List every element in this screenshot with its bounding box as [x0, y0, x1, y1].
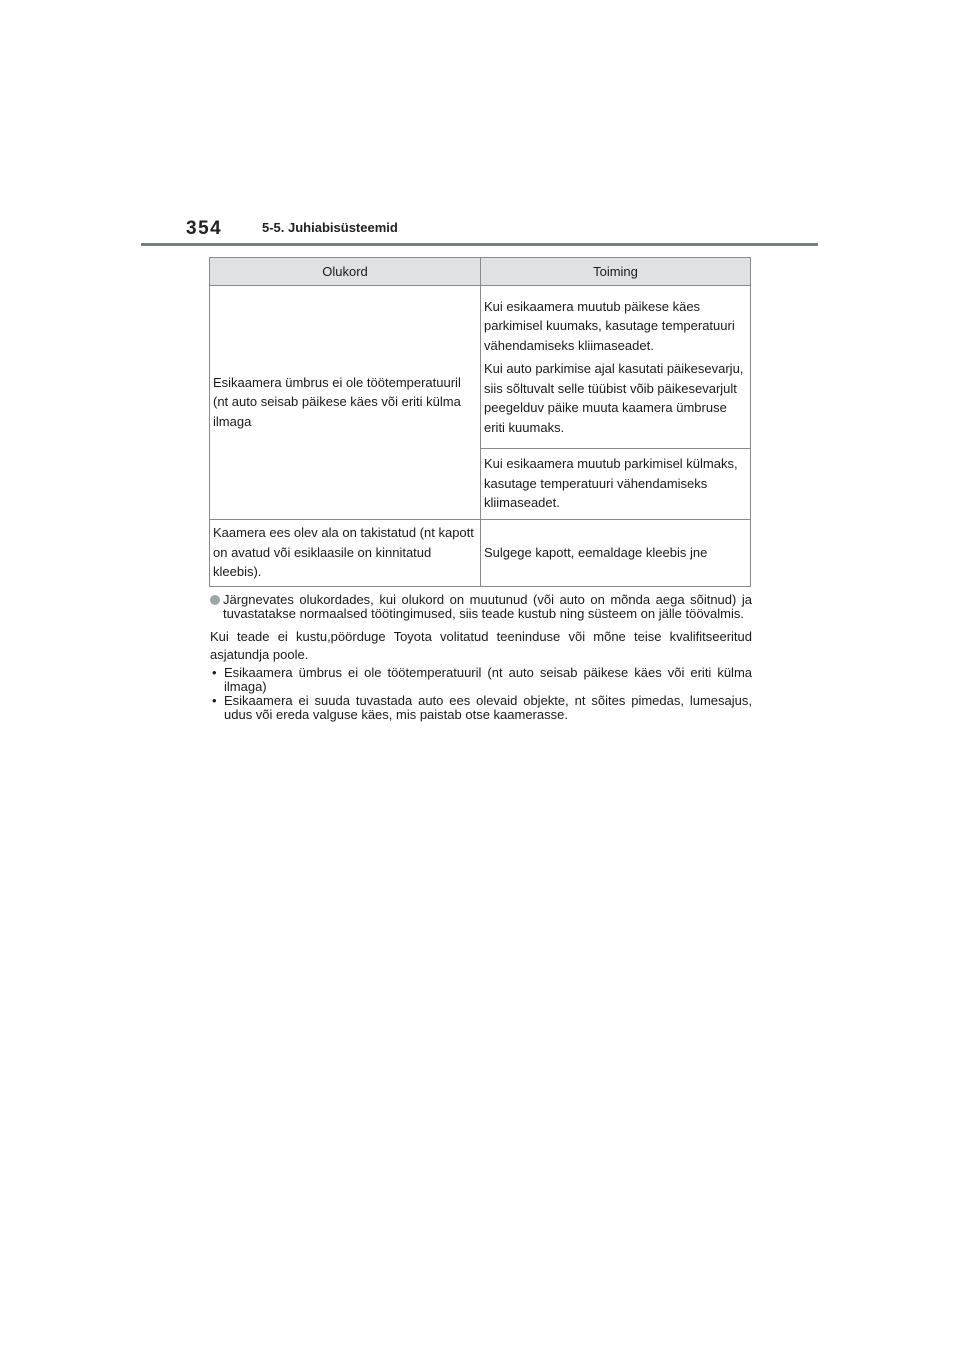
column-header-situation: Olukord [210, 258, 481, 286]
situation-cell: Kaamera ees olev ala on takistatud (nt kapott on avatud või esiklaasile on kinnitatud kleebis). [210, 520, 481, 587]
list-item-text: Esikaamera ümbrus ei ole töötemperatuuril (nt auto seisab päikese käes või eriti külma ilmaga) [224, 665, 752, 694]
situation-action-table [209, 257, 751, 587]
header-divider [141, 243, 818, 246]
action-cell: Sulgege kapott, eemaldage kleebis jne [481, 520, 751, 587]
body-text [210, 593, 752, 722]
paragraph: Kui teade ei kustu,pöörduge Toyota volitatud teeninduse või mõne teise kvalifitseeritud asjatundja poole. [210, 629, 752, 662]
bullet-list [210, 666, 752, 722]
list-bullet: • [212, 665, 217, 680]
action-cell: Kui esikaamera muutub parkimisel külmaks, kasutage temperatuuri vähendamiseks kliimaseadet. [481, 449, 751, 520]
list-item-text: Esikaamera ei suuda tuvastada auto ees olevaid objekte, nt sõites pimedas, lumesajus, udus või ereda valguse käes, mis paistab otse kaamerasse. [224, 693, 752, 722]
table-row [210, 520, 751, 587]
situation-cell: Esikaamera ümbrus ei ole töötemperatuuril (nt auto seisab päikese käes või eriti külma ilmaga [210, 286, 481, 520]
bullet-paragraph [210, 593, 752, 621]
bullet-dot-icon [210, 595, 220, 605]
list-item [210, 666, 752, 694]
list-item [210, 694, 752, 722]
table-header-row [210, 258, 751, 286]
column-header-action: Toiming [481, 258, 751, 286]
action-paragraph: Kui esikaamera muutub päikese käes parkimisel kuumaks, kasutage temperatuuri vähendamiseks kliimaseadet. [484, 298, 735, 353]
action-paragraph: Kui auto parkimise ajal kasutati päikesevarju, siis sõltuvalt selle tüübist võib päikesevarjult peegelduv päike muuta kaamera ümbruse eriti kuumaks. [484, 361, 744, 435]
list-bullet: • [212, 693, 217, 708]
table-row [210, 286, 751, 449]
action-cell [481, 286, 751, 449]
page-number: 354 [186, 218, 223, 239]
bullet-paragraph-text: Järgnevates olukordades, kui olukord on muutunud (või auto on mõnda aega sõitnud) ja tuvastatakse normaalsed töötingimused, siis teade kustub ning süsteem on jälle töövalmis. [223, 592, 752, 621]
section-title: 5-5. Juhiabisüsteemid [262, 220, 398, 235]
